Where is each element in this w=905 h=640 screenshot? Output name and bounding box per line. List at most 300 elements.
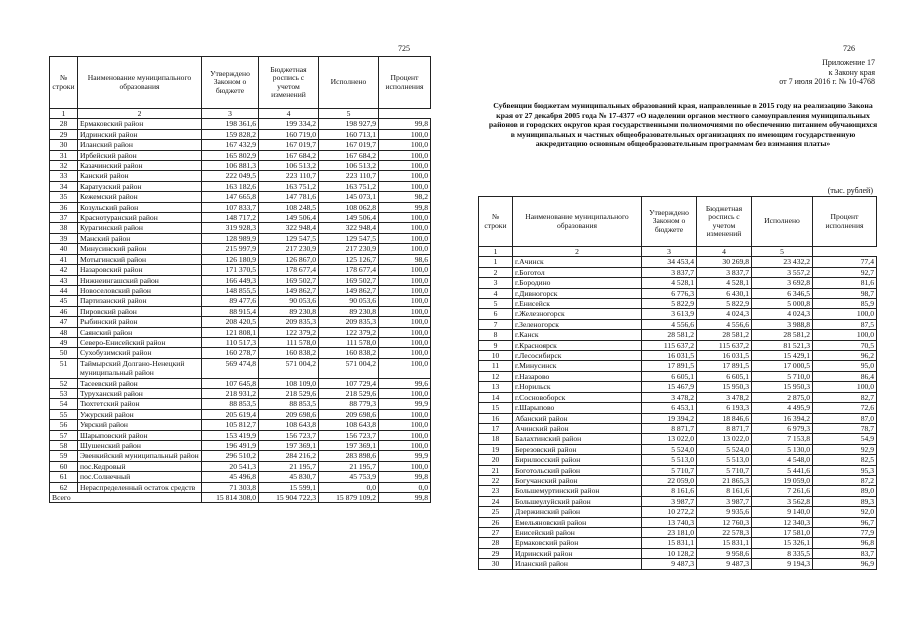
executed-amount: 111 578,0 [319, 337, 379, 347]
executed-amount: 198 927,9 [319, 119, 379, 129]
budget-amount: 15 831,1 [697, 538, 752, 548]
table-row [479, 288, 877, 298]
row-number: 8 [479, 330, 513, 340]
execution-percent: 100,0 [379, 420, 431, 430]
execution-percent: 100,0 [379, 317, 431, 327]
execution-percent: 77,4 [813, 257, 877, 267]
executed-amount: 129 547,5 [319, 233, 379, 243]
budget-amount: 6 605,1 [697, 371, 752, 381]
table-row [479, 278, 877, 288]
execution-percent: 100,0 [379, 358, 431, 378]
approved-amount: 8 161,6 [642, 486, 697, 496]
execution-percent: 99,6 [379, 378, 431, 388]
approved-amount: 9 487,3 [642, 559, 697, 569]
municipality-name: Березовский район [513, 444, 642, 454]
table-row [479, 403, 877, 413]
table-row [479, 475, 877, 485]
budget-amount: 199 334,2 [259, 119, 319, 129]
budget-amount: 147 781,6 [259, 192, 319, 202]
executed-amount: 149 862,7 [319, 285, 379, 295]
row-number: 2 [479, 267, 513, 277]
executed-amount: 90 053,6 [319, 296, 379, 306]
executed-amount: 17 581,0 [752, 527, 813, 537]
execution-percent: 100,0 [379, 181, 431, 191]
budget-amount: 108 248,5 [259, 202, 319, 212]
municipality-name: Ермаковский район [78, 119, 202, 129]
row-number: 48 [50, 327, 78, 337]
executed-amount: 28 581,2 [752, 330, 813, 340]
table-row [50, 461, 431, 471]
municipality-name: Туруханский район [78, 388, 202, 398]
budget-amount: 18 846,6 [697, 413, 752, 423]
approved-amount: 20 541,3 [202, 461, 259, 471]
column-index: 1 [50, 109, 78, 119]
approved-amount: 71 303,8 [202, 482, 259, 492]
executed-amount: 169 502,7 [319, 275, 379, 285]
table-row [479, 517, 877, 527]
approved-amount: 6 453,1 [642, 403, 697, 413]
municipality-name: Уярский район [78, 420, 202, 430]
execution-percent: 92,7 [813, 267, 877, 277]
row-number: 37 [50, 213, 78, 223]
budget-amount: 22 578,3 [697, 527, 752, 537]
execution-percent: 100,0 [379, 441, 431, 451]
table-row [50, 358, 431, 378]
municipality-name: Краснотуранский район [78, 213, 202, 223]
approved-amount: 23 181,0 [642, 527, 697, 537]
approved-amount: 8 871,7 [642, 423, 697, 433]
executed-amount: 322 948,4 [319, 223, 379, 233]
budget-amount: 322 948,4 [259, 223, 319, 233]
municipality-name: Ирбейский район [78, 150, 202, 160]
municipality-name: Ачинский район [513, 423, 642, 433]
row-number: 39 [50, 233, 78, 243]
executed-amount: 160 713,1 [319, 129, 379, 139]
budget-amount: 169 502,7 [259, 275, 319, 285]
row-number: 24 [479, 496, 513, 506]
budget-amount: 90 053,6 [259, 296, 319, 306]
executed-amount: 9 140,0 [752, 507, 813, 517]
execution-percent: 100,0 [379, 244, 431, 254]
row-number: 49 [50, 337, 78, 347]
row-number: 56 [50, 420, 78, 430]
execution-percent: 81,6 [813, 278, 877, 288]
approved-amount: 218 931,2 [202, 388, 259, 398]
table-row [479, 538, 877, 548]
municipality-name: Иланский район [78, 140, 202, 150]
budget-amount: 571 004,2 [259, 358, 319, 378]
executed-amount: 283 898,6 [319, 451, 379, 461]
column-index-row [50, 109, 431, 119]
total-approved: 15 814 308,0 [202, 493, 259, 503]
budget-amount: 17 891,5 [697, 361, 752, 371]
municipality-name: Козульский район [78, 202, 202, 212]
executed-amount: 106 513,2 [319, 161, 379, 171]
row-number: 28 [479, 538, 513, 548]
table-row [50, 285, 431, 295]
header-municipality: Наименование муниципального образования [513, 197, 642, 247]
row-number: 36 [50, 202, 78, 212]
approved-amount: 10 128,2 [642, 548, 697, 558]
budget-amount: 197 369,1 [259, 441, 319, 451]
row-number: 19 [479, 444, 513, 454]
executed-amount: 88 779,3 [319, 399, 379, 409]
row-number: 59 [50, 451, 78, 461]
total-label: Всего [50, 493, 202, 503]
executed-amount: 81 521,3 [752, 340, 813, 350]
row-number: 51 [50, 358, 78, 378]
budget-amount: 149 506,4 [259, 213, 319, 223]
table-row [479, 455, 877, 465]
municipality-name: Манский район [78, 233, 202, 243]
table-row [50, 399, 431, 409]
column-index-row [479, 247, 877, 257]
budget-amount: 129 547,5 [259, 233, 319, 243]
execution-percent: 100,0 [379, 275, 431, 285]
budget-amount: 9 487,3 [697, 559, 752, 569]
executed-amount: 163 751,2 [319, 181, 379, 191]
row-number: 25 [479, 507, 513, 517]
execution-percent: 72,6 [813, 403, 877, 413]
municipality-name: Дзержинский район [513, 507, 642, 517]
table-row [479, 486, 877, 496]
approved-amount: 5 710,7 [642, 465, 697, 475]
budget-amount: 12 760,3 [697, 517, 752, 527]
execution-percent: 100,0 [379, 213, 431, 223]
row-number: 34 [50, 181, 78, 191]
municipality-name: Ермаковский район [513, 538, 642, 548]
table-row [50, 296, 431, 306]
approved-amount: 121 808,1 [202, 327, 259, 337]
budget-amount: 149 862,7 [259, 285, 319, 295]
executed-amount: 197 369,1 [319, 441, 379, 451]
execution-percent: 99,8 [379, 119, 431, 129]
row-number: 26 [479, 517, 513, 527]
approved-amount: 296 510,2 [202, 451, 259, 461]
approved-amount: 167 432,9 [202, 140, 259, 150]
execution-percent: 100,0 [379, 129, 431, 139]
executed-amount: 6 979,3 [752, 423, 813, 433]
municipality-name: Емельяновский район [513, 517, 642, 527]
row-number: 5 [479, 299, 513, 309]
appendix-line: от 7 июля 2016 г. № 10-4768 [779, 77, 875, 86]
row-number: 6 [479, 309, 513, 319]
budget-amount: 122 379,2 [259, 327, 319, 337]
execution-percent: 100,0 [379, 296, 431, 306]
budget-amount: 4 024,3 [697, 309, 752, 319]
row-number: 23 [479, 486, 513, 496]
budget-amount: 4 556,6 [697, 319, 752, 329]
budget-amount: 111 578,0 [259, 337, 319, 347]
executed-amount: 23 432,2 [752, 257, 813, 267]
execution-percent: 100,0 [813, 309, 877, 319]
execution-percent: 77,9 [813, 527, 877, 537]
row-number: 16 [479, 413, 513, 423]
executed-amount: 167 019,7 [319, 140, 379, 150]
table-row [479, 559, 877, 569]
approved-amount: 159 828,2 [202, 129, 259, 139]
budget-amount: 8 161,6 [697, 486, 752, 496]
budget-amount: 178 677,4 [259, 265, 319, 275]
row-number: 60 [50, 461, 78, 471]
approved-amount: 105 812,7 [202, 420, 259, 430]
municipality-name: г.Боготол [513, 267, 642, 277]
execution-percent: 100,0 [379, 233, 431, 243]
executed-amount: 209 698,6 [319, 409, 379, 419]
execution-percent: 100,0 [379, 306, 431, 316]
executed-amount: 3 557,2 [752, 267, 813, 277]
appendix-header [779, 58, 875, 87]
budget-amount: 9 958,6 [697, 548, 752, 558]
approved-amount: 196 491,9 [202, 441, 259, 451]
left-page-number: 725 [398, 44, 410, 53]
approved-amount: 222 049,5 [202, 171, 259, 181]
executed-amount: 122 379,2 [319, 327, 379, 337]
municipality-name: пос.Солнечный [78, 472, 202, 482]
table-row [50, 150, 431, 160]
execution-percent: 89,3 [813, 496, 877, 506]
municipality-name: г.Минусинск [513, 361, 642, 371]
row-number: 62 [50, 482, 78, 492]
row-number: 41 [50, 254, 78, 264]
table-row [50, 317, 431, 327]
execution-percent: 92,9 [813, 444, 877, 454]
municipality-name: Шарыповский район [78, 430, 202, 440]
execution-percent: 92,0 [813, 507, 877, 517]
executed-amount: 15 326,1 [752, 538, 813, 548]
municipality-name: Тюхтетский район [78, 399, 202, 409]
row-number: 20 [479, 455, 513, 465]
approved-amount: 34 453,4 [642, 257, 697, 267]
execution-percent: 98,2 [379, 192, 431, 202]
budget-amount: 160 719,0 [259, 129, 319, 139]
approved-amount: 6 776,3 [642, 288, 697, 298]
execution-percent: 99,9 [379, 399, 431, 409]
executed-amount: 125 126,7 [319, 254, 379, 264]
execution-percent: 0,0 [379, 482, 431, 492]
municipality-name: Богучанский район [513, 475, 642, 485]
table-row [479, 444, 877, 454]
executed-amount: 3 562,8 [752, 496, 813, 506]
executed-amount: 2 875,0 [752, 392, 813, 402]
row-number: 45 [50, 296, 78, 306]
approved-amount: 166 449,3 [202, 275, 259, 285]
execution-percent: 96,2 [813, 351, 877, 361]
table-row [50, 451, 431, 461]
executed-amount: 5 130,0 [752, 444, 813, 454]
municipality-name: Большемуртинский район [513, 486, 642, 496]
approved-amount: 163 182,6 [202, 181, 259, 191]
execution-percent: 100,0 [379, 327, 431, 337]
municipality-name: Кежемский район [78, 192, 202, 202]
municipality-name: Большеулуйский район [513, 496, 642, 506]
executed-amount: 89 230,8 [319, 306, 379, 316]
approved-amount: 3 613,9 [642, 309, 697, 319]
table-row [479, 361, 877, 371]
approved-amount: 171 370,5 [202, 265, 259, 275]
table-row [50, 140, 431, 150]
table-row [50, 482, 431, 492]
approved-amount: 3 987,7 [642, 496, 697, 506]
execution-percent: 100,0 [813, 382, 877, 392]
municipality-name: г.Сосновоборск [513, 392, 642, 402]
table-row [479, 371, 877, 381]
municipality-name: Курагинский район [78, 223, 202, 233]
row-number: 21 [479, 465, 513, 475]
row-number: 29 [479, 548, 513, 558]
header-executed: Исполнено [319, 57, 379, 109]
table-row [50, 254, 431, 264]
executed-amount: 4 024,3 [752, 309, 813, 319]
municipality-name: г.Шарыпово [513, 403, 642, 413]
table-row [479, 527, 877, 537]
table-row [50, 213, 431, 223]
municipality-name: Тасеевский район [78, 378, 202, 388]
column-index: 5 [752, 247, 813, 257]
municipality-name: Таймырский Долгано-Ненецкий муниципальный район [78, 358, 202, 378]
table-row [50, 430, 431, 440]
table-row [479, 382, 877, 392]
budget-amount: 3 987,7 [697, 496, 752, 506]
execution-percent: 100,0 [379, 409, 431, 419]
table-row [479, 465, 877, 475]
municipality-name: Енисейский район [513, 527, 642, 537]
header-percent: Процент исполнения [379, 57, 431, 109]
approved-amount: 6 605,1 [642, 371, 697, 381]
executed-amount: 16 394,2 [752, 413, 813, 423]
document-title: Субвенции бюджетам муниципальных образований края, направленные в 2015 году на реализацию Закона края от 27 декабря 2005 года № 17-4377 «О наделении органов местного самоуправления муниципальных районов и городских округов края государственными полномочиями по обеспечению питанием обучающихся в муниципальных и частных общеобразовательных организациях по имеющим государственную аккредитацию основным общеобразовательным программам без взимания платы» [488, 101, 878, 149]
executed-amount: 223 110,7 [319, 171, 379, 181]
approved-amount: 106 881,3 [202, 161, 259, 171]
municipality-name: Рыбинский район [78, 317, 202, 327]
table-row [50, 337, 431, 347]
approved-amount: 19 394,2 [642, 413, 697, 423]
approved-amount: 126 180,9 [202, 254, 259, 264]
table-row [50, 378, 431, 388]
approved-amount: 28 581,2 [642, 330, 697, 340]
row-number: 30 [50, 140, 78, 150]
execution-percent: 78,7 [813, 423, 877, 433]
execution-percent: 54,9 [813, 434, 877, 444]
table-row [50, 171, 431, 181]
approved-amount: 4 528,1 [642, 278, 697, 288]
approved-amount: 5 524,0 [642, 444, 697, 454]
column-index: 2 [78, 109, 202, 119]
budget-amount: 163 751,2 [259, 181, 319, 191]
column-index: 3 [642, 247, 697, 257]
approved-amount: 215 997,9 [202, 244, 259, 254]
table-row [479, 340, 877, 350]
municipality-name: Назаровский район [78, 265, 202, 275]
approved-amount: 148 717,2 [202, 213, 259, 223]
table-row [50, 129, 431, 139]
table-row [50, 244, 431, 254]
budget-amount: 4 528,1 [697, 278, 752, 288]
column-index: 2 [513, 247, 642, 257]
budget-amount: 156 723,7 [259, 430, 319, 440]
municipality-name: Северо-Енисейский район [78, 337, 202, 347]
execution-percent: 100,0 [379, 265, 431, 275]
municipality-name: Минусинский район [78, 244, 202, 254]
budget-amount: 106 513,2 [259, 161, 319, 171]
table-row [50, 441, 431, 451]
municipality-name: Нижнеингашский район [78, 275, 202, 285]
municipality-name: г.Ачинск [513, 257, 642, 267]
approved-amount: 10 272,2 [642, 507, 697, 517]
approved-amount: 107 833,7 [202, 202, 259, 212]
municipality-name: г.Зеленогорск [513, 319, 642, 329]
approved-amount: 4 556,6 [642, 319, 697, 329]
budget-amount: 5 710,7 [697, 465, 752, 475]
table-row [50, 388, 431, 398]
row-number: 29 [50, 129, 78, 139]
execution-percent: 85,9 [813, 299, 877, 309]
table-row [50, 265, 431, 275]
approved-amount: 15 831,1 [642, 538, 697, 548]
executed-amount: 145 073,1 [319, 192, 379, 202]
executed-amount: 4 548,0 [752, 455, 813, 465]
executed-amount: 4 495,9 [752, 403, 813, 413]
header-approved: Утверждено Законом о бюджете [202, 57, 259, 109]
row-number: 54 [50, 399, 78, 409]
execution-percent: 83,7 [813, 548, 877, 558]
approved-amount: 115 637,2 [642, 340, 697, 350]
municipality-name: Новоселовский район [78, 285, 202, 295]
row-number: 61 [50, 472, 78, 482]
execution-percent: 86,4 [813, 371, 877, 381]
row-number: 28 [50, 119, 78, 129]
approved-amount: 3 837,7 [642, 267, 697, 277]
municipality-name: Боготольский район [513, 465, 642, 475]
approved-amount: 569 474,8 [202, 358, 259, 378]
table-row [479, 423, 877, 433]
execution-percent: 100,0 [379, 388, 431, 398]
approved-amount: 88 915,4 [202, 306, 259, 316]
municipality-name: Идринский район [78, 129, 202, 139]
header-row-number: № строки [479, 197, 513, 247]
executed-amount: 3 692,8 [752, 278, 813, 288]
budget-amount: 15 950,3 [697, 382, 752, 392]
table-row [50, 348, 431, 358]
row-number: 18 [479, 434, 513, 444]
header-municipality: Наименование муниципального образования [78, 57, 202, 109]
row-number: 7 [479, 319, 513, 329]
row-number: 1 [479, 257, 513, 267]
row-number: 12 [479, 371, 513, 381]
execution-percent: 100,0 [379, 223, 431, 233]
execution-percent: 70,5 [813, 340, 877, 350]
executed-amount: 571 004,2 [319, 358, 379, 378]
municipality-name: Шушенский район [78, 441, 202, 451]
row-number: 14 [479, 392, 513, 402]
executed-amount: 156 723,7 [319, 430, 379, 440]
executed-amount: 7 261,6 [752, 486, 813, 496]
budget-amount: 3 837,7 [697, 267, 752, 277]
approved-amount: 16 031,5 [642, 351, 697, 361]
executed-amount: 218 529,6 [319, 388, 379, 398]
row-number: 10 [479, 351, 513, 361]
municipality-name: Партизанский район [78, 296, 202, 306]
budget-amount: 5 822,9 [697, 299, 752, 309]
row-number: 33 [50, 171, 78, 181]
municipality-name: Идринский район [513, 548, 642, 558]
row-number: 27 [479, 527, 513, 537]
row-number: 55 [50, 409, 78, 419]
approved-amount: 15 467,9 [642, 382, 697, 392]
table-row [479, 267, 877, 277]
municipality-name: Каратузский район [78, 181, 202, 191]
table-row [479, 257, 877, 267]
